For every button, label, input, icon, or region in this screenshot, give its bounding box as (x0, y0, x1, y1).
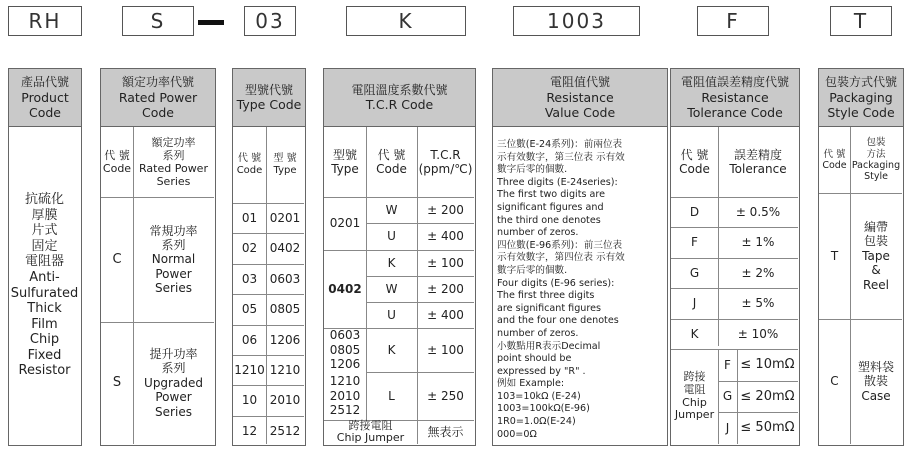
power-series-zh: 提升功率 (149, 347, 198, 362)
power-series-zh: 系列 (161, 361, 186, 376)
separator-dash (198, 20, 224, 25)
type-sub-code-en: Code (236, 165, 263, 176)
tolerance-jumper-code: J (725, 420, 730, 435)
tolerance-jumper-value: ≤ 20mΩ (740, 388, 795, 404)
tcr-type-line: 0805 (329, 342, 361, 357)
tolerance-jumper-code: F (724, 357, 731, 372)
tcr-code-cell: W (385, 202, 398, 217)
resistance-text-line: The first three digits (497, 290, 595, 302)
tolerance-value-cell: ± 1% (741, 235, 775, 250)
power-series-en: Upgraded (144, 375, 203, 390)
resistance-text-line: The first two digits are (497, 189, 606, 201)
resistance-text-line: number of zeros. (497, 327, 579, 339)
product-zh-line: 固定 (31, 238, 58, 254)
power-series-en: Normal (151, 252, 196, 267)
tcr-value-cell: ± 100 (427, 255, 464, 270)
product-header-en: Product (21, 89, 69, 105)
packaging-style-zh: 塑料袋 (857, 359, 894, 374)
type-sub-code-zh: 代 號 (237, 153, 262, 164)
packaging-sub-en: Style (864, 171, 888, 183)
type-code-cell: 03 (241, 271, 258, 286)
tolerance-jumper-value: ≤ 50mΩ (740, 420, 795, 436)
resistance-text-line: point should be (497, 353, 572, 365)
packaging-style-zh: 散裝 (863, 374, 888, 389)
tcr-jumper-en: Chip Jumper (336, 431, 405, 444)
tolerance-jumper-value: ≤ 10mΩ (740, 357, 795, 372)
type-code-cell: 06 (241, 332, 258, 347)
packaging-code-t: T (830, 248, 839, 263)
tolerance-code-cell: D (689, 205, 700, 219)
packaging-style-en: & (871, 263, 881, 278)
power-code-c: C (112, 251, 122, 267)
tcr-value-cell: ± 100 (427, 342, 464, 357)
tcr-jumper-label (324, 420, 417, 444)
type-type-cell: 2512 (269, 423, 301, 438)
tolerance-code-cell: G (689, 265, 700, 280)
tcr-divider-h (324, 250, 474, 251)
packaging-header-en-code: Style Code (827, 104, 895, 120)
product-column (8, 68, 82, 446)
resistance-text-line: and the four one denotes (497, 315, 619, 327)
resistance-text-line: 數字后零的個數. (497, 264, 568, 276)
packaging-style-case (850, 319, 902, 444)
resistance-text-line: Four digits (E-96 series): (497, 277, 615, 289)
tcr-value-cell: ± 200 (427, 202, 464, 217)
resistance-column (492, 68, 668, 446)
tcr-sub-type-en: Type (331, 162, 359, 176)
tolerance-subheader-code (671, 127, 718, 197)
tcr-sub-code-zh: 代 號 (377, 147, 406, 162)
type-code-cell: 10 (241, 393, 258, 408)
resistance-text-line: 103=10kΩ (E-24) (497, 390, 581, 402)
type-sub-type-en: Type (273, 165, 297, 176)
tolerance-sub-tol-zh: 誤差精度 (733, 147, 782, 162)
tcr-type-line: 1206 (329, 357, 361, 372)
tcr-header-en: T.C.R Code (365, 97, 434, 113)
tolerance-value-cell: ± 0.5% (735, 205, 781, 219)
type-code-cell: 02 (241, 241, 258, 256)
product-description (9, 127, 80, 444)
type-code-cell: 01 (241, 211, 258, 225)
tcr-divider-h (324, 328, 474, 329)
packaging-header-en: Packaging (829, 89, 893, 105)
resistance-text-line: 1R0=1.0Ω(E-24) (497, 416, 576, 428)
power-column (100, 68, 216, 446)
power-code-s: S (112, 375, 122, 391)
packaging-style-en: Reel (863, 277, 889, 292)
power-header-zh: 額定功率代號 (121, 75, 194, 90)
tolerance-jumper-label (671, 349, 718, 444)
resistance-text-line: 三位數(E-24系列)：前兩位表 (497, 139, 623, 150)
resistance-text-line: 示有效數字，第四位表 示有效 (497, 252, 625, 264)
tcr-header (324, 69, 475, 127)
tcr-code-cell: W (385, 281, 398, 296)
type-header (233, 69, 305, 127)
power-sub-series-zh: 額定功率 (151, 135, 196, 149)
tcr-jumper-zh: 跨接電阻 (348, 419, 393, 433)
tcr-value-cell: ± 200 (427, 281, 464, 296)
power-sub-series-en: Series (156, 175, 191, 189)
tcr-subheader-type (324, 127, 366, 197)
tolerance-header (671, 69, 799, 127)
power-series-en: Power (155, 266, 192, 281)
tcr-value-cell: ± 250 (427, 388, 464, 403)
packaging-header-zh: 包裝方式代號 (824, 75, 897, 90)
resistance-text-line: 000=0Ω (497, 428, 537, 440)
tcr-value-cell: ± 400 (427, 229, 464, 244)
tcr-header-zh: 電阻溫度系數代號 (351, 82, 448, 97)
type-code-cell: 05 (241, 302, 258, 317)
tolerance-header-en-code: Tolerance Code (687, 104, 783, 120)
tolerance-sub-code-en: Code (679, 162, 710, 176)
tcr-subheader-tcr (417, 127, 474, 197)
resistance-text-line: expressed by "R" . (497, 365, 586, 377)
tolerance-code-cell: J (692, 296, 697, 311)
tcr-jumper-value: 無表示 (427, 424, 464, 439)
product-en-line: Film (31, 316, 58, 332)
power-series-en: Series (155, 281, 192, 296)
packaging-style-en: Case (861, 388, 891, 403)
power-sub-code-zh: 代 號 (104, 148, 130, 162)
tolerance-jumper-zh: 跨接 (683, 370, 706, 384)
code-box-product: RH (8, 6, 82, 36)
product-en-line: Thick (27, 301, 62, 317)
product-header (9, 69, 81, 127)
power-sub-code-en: Code (102, 162, 132, 175)
tolerance-header-en: Resistance (701, 89, 769, 105)
tolerance-jumper-en: Chip (682, 395, 707, 409)
code-box-resistance: 1003 (513, 6, 640, 36)
tcr-type-group-1210 (324, 372, 366, 420)
power-sub-series-zh: 系列 (162, 148, 185, 162)
power-series-upgraded (133, 322, 214, 444)
resistance-text-line: are significant figures (497, 302, 601, 314)
resistance-header-en: Resistance (546, 89, 614, 105)
power-header (101, 69, 215, 127)
product-header-zh: 產品代號 (20, 75, 69, 90)
type-type-cell: 0201 (269, 211, 301, 225)
packaging-style-tape (850, 193, 902, 319)
code-box-tcr: K (346, 6, 466, 36)
resistance-text-line: 四位數(E-96系列)：前三位表 (497, 239, 623, 251)
tolerance-value-cell: ± 5% (741, 296, 775, 311)
type-header-zh: 型號代號 (244, 82, 293, 97)
tcr-divider-h (324, 197, 474, 198)
type-subheader-type (266, 127, 304, 203)
tcr-subheader-code (366, 127, 417, 197)
tcr-code-cell: U (387, 229, 396, 244)
packaging-sub-code-en: Code (822, 160, 847, 171)
power-header-en: Rated Power (118, 89, 198, 105)
resistance-header-zh: 電阻值代號 (549, 75, 610, 90)
type-type-cell: 0603 (269, 271, 301, 286)
tolerance-sub-tol-en: Tolerance (729, 162, 787, 176)
tolerance-subheader-tol (718, 127, 798, 197)
product-zh-line: 片式 (31, 223, 58, 239)
tcr-type-line: 1210 (329, 374, 361, 389)
product-header-en-code: Code (28, 104, 61, 120)
packaging-subheader-code (819, 127, 850, 193)
resistance-text-line: 數字后零的個數. (497, 164, 568, 176)
tcr-code-cell: K (387, 255, 396, 270)
tolerance-column (670, 68, 800, 446)
tolerance-value-cell: ± 2% (741, 265, 775, 280)
resistance-header-en-code: Value Code (544, 104, 616, 120)
power-subheader-code (101, 127, 133, 197)
resistance-text-line: number of zeros. (497, 227, 579, 239)
tolerance-value-cell: ± 10% (737, 326, 779, 341)
power-series-zh: 系列 (161, 237, 186, 252)
product-en-line: Chip (29, 332, 60, 348)
tcr-column (323, 68, 476, 446)
type-type-cell: 0402 (269, 241, 301, 256)
resistance-text-line: the third one denotes (497, 214, 601, 226)
type-header-en: Type Code (236, 97, 302, 113)
product-en-line: Fixed (27, 347, 62, 363)
packaging-column (818, 68, 904, 446)
product-en-line: Anti- (29, 269, 60, 285)
type-type-cell: 1210 (269, 363, 301, 377)
tolerance-header-zh: 電阻值誤差精度代號 (680, 75, 789, 90)
tolerance-sub-code-zh: 代 號 (680, 147, 709, 162)
tcr-code-cell: K (387, 342, 396, 357)
type-type-cell: 0805 (269, 302, 301, 317)
power-header-en-code: Code (141, 104, 174, 120)
tcr-sub-code-en: Code (376, 162, 407, 176)
tcr-type-group-0603 (324, 328, 366, 372)
tcr-value-cell: ± 400 (427, 307, 464, 322)
code-box-tolerance: F (697, 6, 769, 36)
resistance-text-line: 示有效數字，第三位表 示有效 (497, 151, 625, 163)
tolerance-code-cell: F (691, 235, 698, 250)
type-subheader-code (233, 127, 266, 203)
packaging-sub-zh: 包裝 (866, 137, 886, 149)
resistance-text-line: 例如 Example: (497, 378, 565, 390)
packaging-sub-zh: 方法 (866, 148, 886, 160)
tolerance-jumper-zh: 電阻 (683, 382, 706, 396)
product-zh-line: 厚膜 (31, 207, 58, 223)
power-sub-series-en: Rated Power (139, 162, 208, 175)
type-column (232, 68, 306, 446)
tcr-type-line: 2010 (329, 388, 361, 403)
code-box-packaging: T (830, 6, 892, 36)
tcr-type-line: 0603 (329, 328, 361, 343)
power-series-en: Power (155, 390, 192, 405)
code-box-type: 03 (244, 6, 296, 36)
packaging-header (819, 69, 903, 127)
type-sub-type-zh: 型 號 (273, 153, 297, 164)
tolerance-jumper-code: G (722, 389, 733, 404)
product-en-line: Sulfurated (10, 285, 79, 301)
resistance-text-line: 小數點用R表示Decimal (497, 340, 601, 352)
type-type-cell: 2010 (269, 393, 301, 408)
packaging-sub-code-zh: 代 號 (823, 148, 846, 160)
tcr-sub-tcr: T.C.R (430, 147, 461, 162)
tcr-code-cell: L (388, 388, 395, 403)
code-box-power: S (122, 6, 194, 36)
tcr-sub-unit: (ppm/℃) (418, 162, 473, 176)
packaging-code-c: C (830, 374, 839, 389)
power-series-en: Series (155, 404, 192, 419)
resistance-text-line: 1003=100kΩ(E-96) (497, 403, 590, 415)
tolerance-jumper-en: Jumper (674, 408, 715, 422)
packaging-style-zh: 編帶 (863, 220, 888, 235)
resistance-text-line: Three digits (E-24series): (497, 176, 618, 188)
product-en-line: Resistor (18, 363, 71, 379)
type-type-cell: 1206 (269, 332, 301, 347)
type-code-cell: 12 (241, 423, 258, 438)
resistance-header (493, 69, 667, 127)
product-zh-line: 電阻器 (24, 254, 64, 270)
tcr-type-line: 2512 (329, 403, 361, 418)
tcr-type-0201: 0201 (329, 216, 361, 231)
tcr-sub-type-zh: 型號 (332, 147, 357, 162)
power-subheader-series (133, 127, 214, 197)
packaging-subheader-style (850, 127, 902, 193)
product-zh-line: 抗硫化 (24, 191, 64, 207)
packaging-sub-en: Packaging (851, 160, 901, 171)
power-series-zh: 常規功率 (149, 223, 198, 238)
type-code-cell: 1210 (234, 363, 265, 377)
power-series-normal (133, 197, 214, 322)
packaging-style-en: Tape (862, 248, 890, 263)
resistance-description (497, 139, 665, 441)
resistance-text-line: significant figures and (497, 201, 604, 213)
tcr-type-0402: 0402 (328, 281, 362, 296)
tolerance-code-cell: K (690, 326, 699, 341)
packaging-style-zh: 包裝 (863, 234, 888, 249)
tcr-code-cell: U (387, 307, 396, 322)
